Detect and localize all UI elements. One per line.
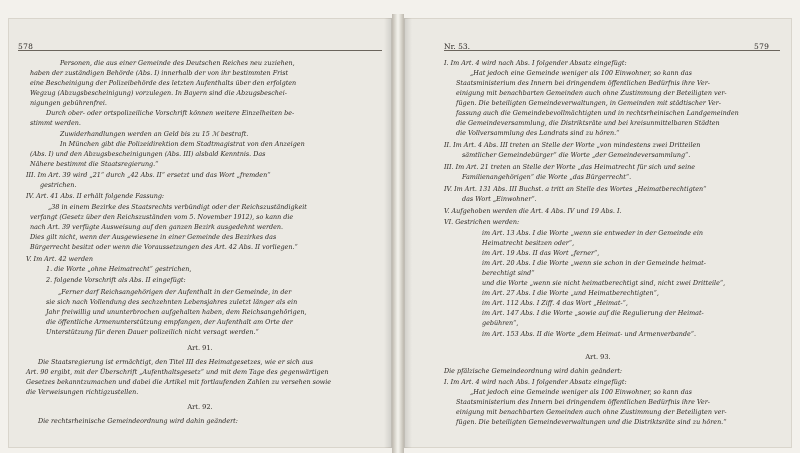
text-line: im Art. 153 Abs. II die Worte „dem Heimat- und Armenverbande“.	[482, 330, 697, 338]
text-line: gebühren“,	[482, 319, 519, 327]
text-line: II. Im Art. 4 Abs. III treten an Stelle der Worte „von mindestens zwei Dritteilen	[444, 141, 701, 149]
text-line: III. Im Art. 39 wird „21“ durch „42 Abs. II“ ersetzt und das Wort „fremden“	[26, 171, 271, 179]
text-line: im Art. 20 Abs. I die Worte „wenn sie schon in der Gemeinde heimat-	[482, 259, 706, 267]
text-line: III. Im Art. 21 treten an Stelle der Worte „das Heimatrecht für sich und seine	[444, 163, 696, 171]
page-number-right: 579	[754, 42, 770, 51]
text-line: (Abs. I) und den Abzugsbescheinigungen (Abs. III) alsbald Kenntnis. Das	[30, 150, 266, 158]
text-line: stimmt werden.	[30, 119, 81, 127]
text-line: VI. Gestrichen werden:	[444, 218, 520, 226]
text-line: Staatsministerium des Innern bei dringendem öffentlichen Bedürfnis ihre Ver-	[456, 398, 710, 406]
page-curl-shadow	[384, 18, 392, 448]
article-heading: Art. 91.	[187, 344, 213, 352]
text-line: verfangt (Gesetz über den Reichszuständen vom 5. November 1912), so kann die	[30, 213, 294, 221]
text-line: 2. folgende Vorschrift als Abs. II eingefügt:	[46, 276, 186, 284]
text-line: die Vollversammlung des Landrats sind zu hören.“	[456, 129, 620, 137]
text-line: nach Art. 39 verfügte Ausweisung auf den ganzen Bezirk ausgedehnt werden.	[30, 223, 284, 231]
text-line: Art. 90 ergibt, mit der Überschrift „Aufenthaltsgesetz“ und mit dem Tage des gegenwärtigen	[26, 368, 329, 376]
book-gutter	[392, 14, 404, 453]
text-line: „Hat jedoch eine Gemeinde weniger als 100 Einwohner, so kann das	[470, 69, 692, 77]
text-line: Heimatrecht besitzen oder“,	[482, 239, 575, 247]
header-rule	[18, 50, 382, 51]
text-line: berechtigt sind“	[482, 269, 535, 277]
text-line: eine Bescheinigung der Polizeibehörde des letzten Aufenthalts über den erfolgten	[30, 79, 297, 87]
text-line: fassung auch die Gemeindebevollmächtigten und in rechtsrheinischen Landgemeinden	[456, 109, 739, 117]
text-line: Jahr freiwillig und ununterbrochen aufgehalten haben, dem Reichsangehörigen,	[46, 308, 307, 316]
text-line: I. Im Art. 4 wird nach Abs. I folgender Absatz eingefügt:	[444, 378, 627, 386]
text-line: Dies gilt nicht, wenn der Ausgewiesene in einer Gemeinde des Bezirkes das	[30, 233, 277, 241]
text-line: im Art. 13 Abs. I die Worte „wenn sie entweder in der Gemeinde ein	[482, 229, 703, 237]
text-line: 1. die Worte „ohne Heimatrecht“ gestrichen,	[46, 265, 192, 273]
text-line: gestrichen.	[40, 181, 77, 189]
text-line: V. Aufgehoben werden die Art. 4 Abs. IV und 19 Abs. I.	[444, 207, 622, 215]
text-line: „38 in einem Bezirke des Staatsrechts verbündigt oder der Reichszuständigkeit	[48, 203, 307, 211]
text-line: Durch ober- oder ortspolizeiliche Vorschrift können weitere Einzelheiten be-	[46, 109, 295, 117]
text-line: sämtlicher Gemeindebürger“ die Worte „der Gemeindeversammlung“.	[462, 151, 691, 159]
text-line: Familienangehörigen“ die Worte „das Bürgerrecht“.	[462, 173, 632, 181]
text-line: Zuwiderhandlungen werden an Geld bis zu 15 ℳ bestraft.	[60, 130, 249, 138]
text-line: In München gibt die Polizeidirektion dem Stadtmagistrat von den Anzeigen	[60, 140, 305, 148]
text-line: haben der zuständigen Behörde (Abs. I) innerhalb der von ihr bestimmten Frist	[30, 69, 289, 77]
page-curl-shadow	[404, 18, 412, 448]
text-line: I. Im Art. 4 wird nach Abs. I folgender Absatz eingefügt:	[444, 59, 627, 67]
text-line: die öffentliche Armenunterstützung empfangen, der Aufenthalt am Orte der	[46, 318, 293, 326]
text-line: nigungen gebührenfrei.	[30, 99, 107, 107]
text-line: IV. Art. 41 Abs. II erhält folgende Fassung:	[26, 192, 165, 200]
text-line: fügen. Die beteiligten Gemeindeverwaltungen und die Distriktsräte sind zu hören.“	[456, 418, 727, 426]
article-heading: Art. 92.	[187, 403, 213, 411]
text-line: Personen, die aus einer Gemeinde des Deutschen Reiches neu zuziehen,	[60, 59, 295, 67]
text-line: Bürgerrecht besitzt oder wenn die Voraussetzungen des Art. 42 Abs. II vorliegen.“	[30, 243, 298, 251]
article-heading: Art. 93.	[585, 353, 611, 361]
text-line: Wegzug (Abzugsbescheinigung) vorzulegen. In Bayern sind die Abzugsbeschei-	[30, 89, 287, 97]
text-line: im Art. 19 Abs. II das Wort „ferner“,	[482, 249, 600, 257]
left-page	[8, 18, 392, 448]
text-line: Unterstützung für deren Dauer polizeilich nicht versagt werden.“	[46, 328, 259, 336]
text-line: einigung mit benachbarten Gemeinden auch ohne Zustimmung der Beteiligten ver-	[456, 89, 727, 97]
text-line: „Hat jedoch eine Gemeinde weniger als 100 Einwohner, so kann das	[470, 388, 692, 396]
text-line: die Gemeindeversammlung, die Distriktsräte und bei kreisunmittelbaren Städten	[456, 119, 720, 127]
right-page	[404, 18, 792, 448]
text-line: im Art. 147 Abs. I die Worte „sowie auf die Regulierung der Heimat-	[482, 309, 704, 317]
text-line: Nähere bestimmt die Staatsregierung.“	[30, 160, 159, 168]
text-line: Die Staatsregierung ist ermächtigt, den Titel III des Heimatgesetzes, wie er sich aus	[38, 358, 314, 366]
text-line: sie sich nach Vollendung des sechzehnten Lebensjahres zuletzt länger als ein	[46, 298, 298, 306]
text-line: einigung mit benachbarten Gemeinden auch ohne Zustimmung der Beteiligten ver-	[456, 408, 727, 416]
text-line: fügen. Die beteiligten Gemeindeverwaltungen, in Gemeinden mit städtischer Ver-	[456, 99, 721, 107]
text-line: IV. Im Art. 131 Abs. III Buchst. a tritt an Stelle des Wortes „Heimatberechtigten“	[444, 185, 707, 193]
text-line: Die pfälzische Gemeindeordnung wird dahin geändert:	[444, 367, 623, 375]
text-line: im Art. 27 Abs. I die Worte „und Heimatberechtigten“,	[482, 289, 659, 297]
text-line: Die rechtsrheinische Gemeindeordnung wird dahin geändert:	[38, 417, 238, 425]
text-line: die Verweisungen richtigzustellen.	[26, 388, 139, 396]
section-number: Nr. 53.	[444, 42, 471, 51]
text-line: und die Worte „wenn sie nicht heimatberechtigt sind, nicht zwei Dritteile“,	[482, 279, 726, 287]
text-line: V. Im Art. 42 werden	[26, 255, 93, 263]
header-rule	[444, 50, 780, 51]
text-line: Gesetzes bekanntzumachen und dabei die Artikel mit fortlaufenden Zahlen zu versehen sowie	[26, 378, 332, 386]
text-line: im Art. 112 Abs. I Ziff. 4 das Wort „Heimat-“,	[482, 299, 628, 307]
page-number-left: 578	[18, 42, 34, 51]
text-line: das Wort „Einwohner“.	[462, 195, 537, 203]
text-line: Staatsministerium des Innern bei dringendem öffentlichen Bedürfnis ihre Ver-	[456, 79, 710, 87]
text-line: „Ferner darf Reichsangehörigen der Aufenthalt in der Gemeinde, in der	[58, 288, 292, 296]
